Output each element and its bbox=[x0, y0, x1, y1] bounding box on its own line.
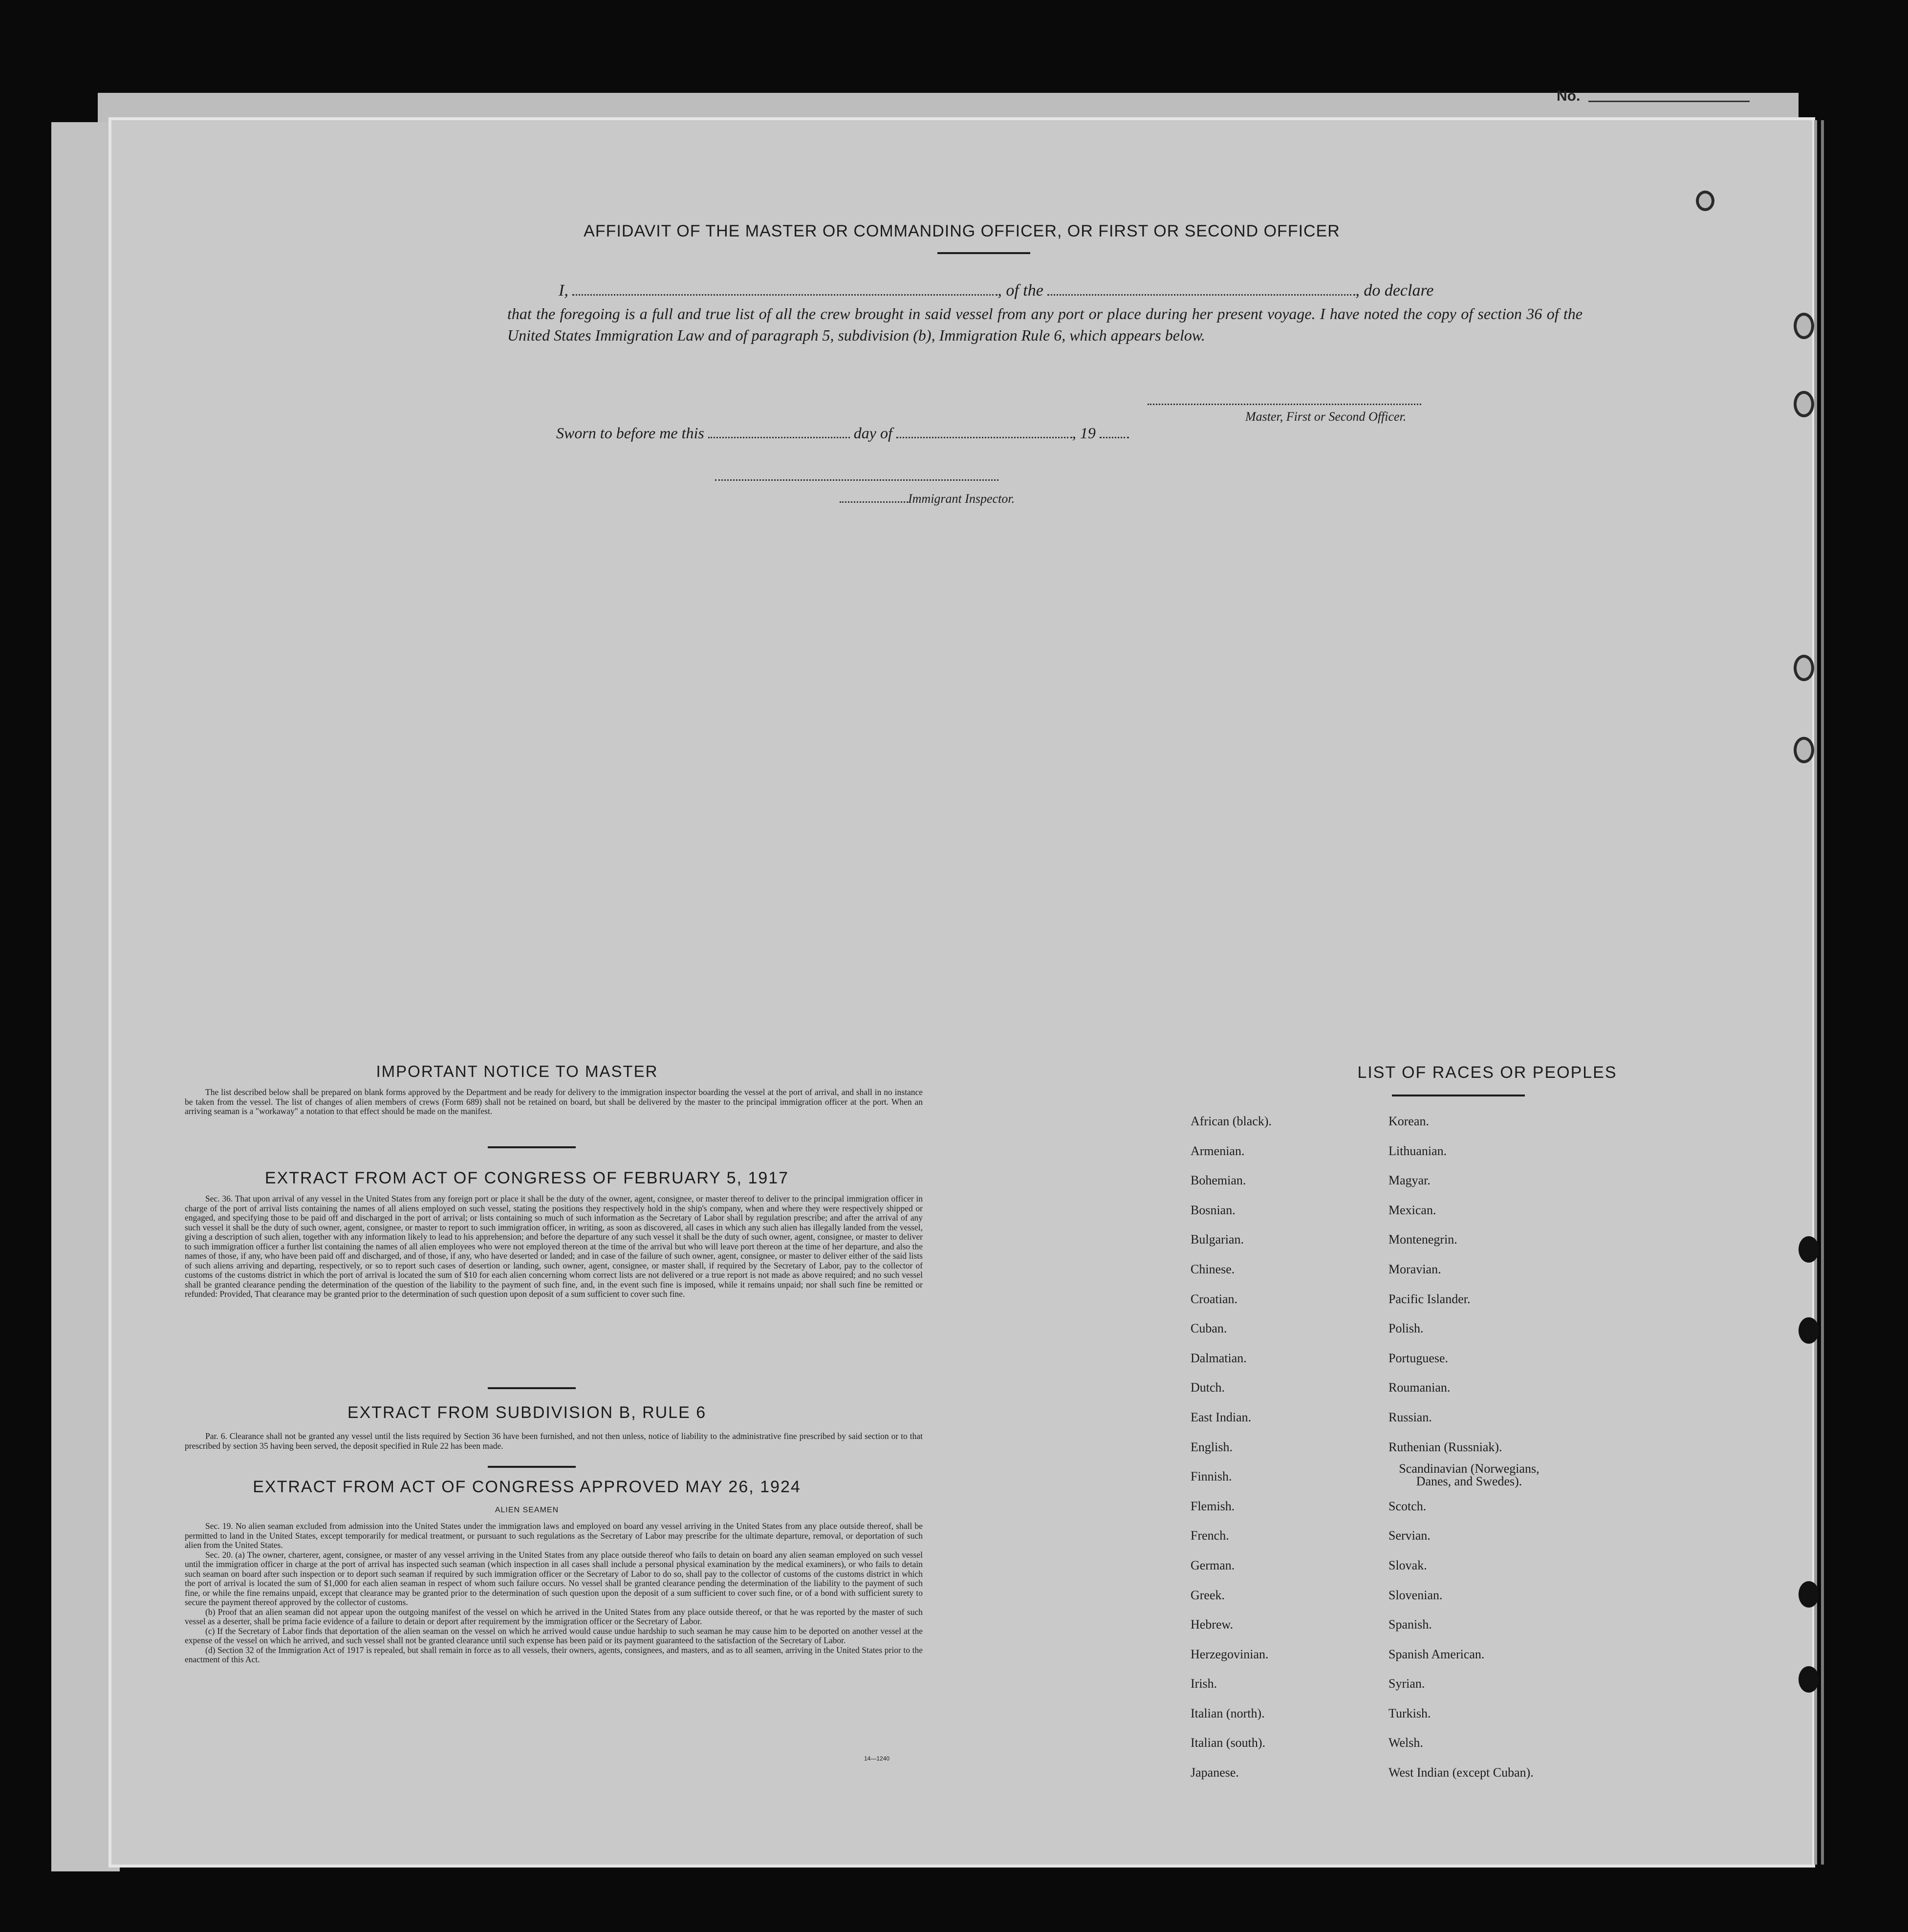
race-row bbox=[1191, 1647, 1550, 1677]
inspector-dots bbox=[840, 501, 908, 503]
underlying-page-strip bbox=[98, 93, 1799, 122]
binder-hole-1 bbox=[1794, 313, 1814, 339]
race-row bbox=[1191, 1114, 1550, 1144]
race-right-item: Ruthenian (Russniak). bbox=[1388, 1439, 1502, 1454]
races-title-rule bbox=[1392, 1095, 1525, 1096]
race-row bbox=[1191, 1173, 1550, 1203]
race-row bbox=[1191, 1232, 1550, 1262]
vessel-field[interactable] bbox=[1047, 294, 1355, 296]
sworn-year-field[interactable] bbox=[1100, 437, 1129, 438]
race-row bbox=[1191, 1321, 1550, 1351]
race-right-item: Lithuanian. bbox=[1388, 1143, 1447, 1158]
form-sheet bbox=[111, 120, 1812, 1865]
name-field[interactable] bbox=[572, 294, 997, 296]
inspector-signature-line[interactable] bbox=[715, 479, 998, 481]
extract-1924-sec20d: (d) Section 32 of the Immigration Act of 1917 is repealed, but shall remain in force as to all vessels, their owners, agents, consignees, and masters, and as to all seamen, arriving in the United States prior to the enactment of this Act. bbox=[185, 1645, 923, 1664]
race-left-item: Hebrew. bbox=[1191, 1617, 1234, 1632]
race-right-item: Korean. bbox=[1388, 1114, 1430, 1128]
race-right-item: Scandinavian (Norwegians, Danes, and Swedes). bbox=[1399, 1461, 1539, 1489]
underlying-page-left bbox=[51, 122, 120, 1871]
binder-hole-5 bbox=[1799, 1236, 1819, 1263]
binder-hole-4 bbox=[1794, 737, 1814, 763]
extract-1924-sec20b: (b) Proof that an alien seaman did not appear upon the outgoing manifest of the vessel on which he arrived in the United States from any place outside thereof, or that he was reported by the master of such vessel as a deserter, shall be prima facie evidence of a failure to detain or deport after requirement by the immigration officer or the Secretary of Labor. bbox=[185, 1607, 923, 1626]
affidavit-i: I, bbox=[559, 281, 568, 300]
race-row bbox=[1191, 1351, 1550, 1381]
subdivision-b-text: Par. 6. Clearance shall not be granted any vessel until the lists required by Section 36 have been furnished, and not then unless, notice of liability to the administrative fine prescribed by said section or to that prescribed by section 35 having been served, the deposit specified in Rule 22 has been made. bbox=[185, 1431, 923, 1451]
extract-1924-text bbox=[185, 1522, 923, 1665]
race-row bbox=[1191, 1528, 1550, 1558]
affidavit-title: AFFIDAVIT OF THE MASTER OR COMMANDING OFFICER, OR FIRST OR SECOND OFFICER bbox=[584, 222, 1340, 240]
extract-1924-sec19: Sec. 19. No alien seaman excluded from admission into the United States under the immigration laws and employed on board any vessel arriving in the United States from any place outside thereof, shall be permitted to land in the United States, except temporarily for medical treatment, or pursuant to such regulations as the Secretary of Labor may prescribe for the ultimate departure, removal, or deportation of such alien from the United States. bbox=[185, 1521, 923, 1550]
race-left-item: Bulgarian. bbox=[1191, 1232, 1244, 1247]
race-left-item: Japanese. bbox=[1191, 1765, 1239, 1780]
sworn-prefix: Sworn to before me this bbox=[556, 424, 704, 442]
race-right-item: West Indian (except Cuban). bbox=[1388, 1765, 1534, 1780]
race-row bbox=[1191, 1736, 1550, 1765]
notice-rule bbox=[488, 1146, 576, 1148]
race-row bbox=[1191, 1461, 1550, 1499]
binder-hole-8 bbox=[1799, 1666, 1819, 1693]
extract-1917-title: EXTRACT FROM ACT OF CONGRESS OF FEBRUARY 5, 1917 bbox=[264, 1169, 789, 1187]
binder-hole-7 bbox=[1799, 1581, 1819, 1608]
race-left-item: Armenian. bbox=[1191, 1143, 1245, 1158]
race-right-item: Montenegrin. bbox=[1388, 1232, 1457, 1247]
race-row bbox=[1191, 1617, 1550, 1647]
extract-1924-title: EXTRACT FROM ACT OF CONGRESS APPROVED MAY 26, 1924 bbox=[253, 1478, 801, 1496]
top-ring-hole bbox=[1696, 191, 1714, 211]
race-right-item: Spanish American. bbox=[1388, 1647, 1485, 1661]
race-left-item: Bosnian. bbox=[1191, 1202, 1236, 1217]
race-left-item: Dalmatian. bbox=[1191, 1351, 1247, 1365]
race-right-item: Russian. bbox=[1388, 1410, 1432, 1424]
binder-hole-6 bbox=[1799, 1317, 1819, 1344]
race-right-item: Polish. bbox=[1388, 1321, 1424, 1336]
race-row bbox=[1191, 1558, 1550, 1588]
subdivision-b-title: EXTRACT FROM SUBDIVISION B, RULE 6 bbox=[347, 1403, 707, 1422]
race-right-item: Scotch. bbox=[1388, 1499, 1427, 1513]
affidavit-of-the: , of the bbox=[997, 281, 1043, 300]
notice-title: IMPORTANT NOTICE TO MASTER bbox=[376, 1062, 658, 1080]
race-right-item: Turkish. bbox=[1388, 1706, 1431, 1720]
affidavit-title-rule bbox=[937, 252, 1030, 254]
race-right-item: Servian. bbox=[1388, 1528, 1431, 1543]
affidavit-declare: , do declare bbox=[1355, 281, 1434, 300]
race-left-item: Irish. bbox=[1191, 1676, 1217, 1691]
sworn-year: , 19 bbox=[1072, 424, 1096, 442]
race-left-item: English. bbox=[1191, 1439, 1233, 1454]
race-left-item: Flemish. bbox=[1191, 1499, 1235, 1513]
race-right-item: Mexican. bbox=[1388, 1202, 1436, 1217]
race-left-item: Finnish. bbox=[1191, 1469, 1232, 1484]
race-left-item: Italian (south). bbox=[1191, 1736, 1266, 1750]
race-left-item: African (black). bbox=[1191, 1114, 1272, 1128]
subdivision-b-rule bbox=[488, 1466, 576, 1468]
master-signature-label: Master, First or Second Officer. bbox=[1245, 409, 1407, 424]
race-left-item: Dutch. bbox=[1191, 1380, 1225, 1395]
race-row bbox=[1191, 1706, 1550, 1736]
extract-1924-subtitle: ALIEN SEAMEN bbox=[495, 1506, 559, 1514]
race-right-item: Pacific Islander. bbox=[1388, 1291, 1471, 1306]
sworn-line bbox=[556, 424, 1129, 442]
sworn-month-field[interactable] bbox=[896, 437, 1072, 438]
race-row bbox=[1191, 1203, 1550, 1233]
race-left-item: Herzegovinian. bbox=[1191, 1647, 1269, 1661]
race-left-item: Croatian. bbox=[1191, 1291, 1238, 1306]
race-right-item: Magyar. bbox=[1388, 1173, 1431, 1188]
race-right-item: Slovenian. bbox=[1388, 1588, 1443, 1602]
race-right-item: Portuguese. bbox=[1388, 1351, 1449, 1365]
no-underline bbox=[1588, 101, 1750, 102]
race-left-item: Italian (north). bbox=[1191, 1706, 1265, 1720]
race-row bbox=[1191, 1499, 1550, 1529]
affidavit-line1 bbox=[559, 281, 1434, 300]
race-right-item: Moravian. bbox=[1388, 1262, 1441, 1276]
inspector-label: Immigrant Inspector. bbox=[908, 492, 1015, 506]
race-row bbox=[1191, 1144, 1550, 1174]
extract-1917-text: Sec. 36. That upon arrival of any vessel in the United States from any foreign port or place it shall be the duty of the owner, agent, consignee, or master thereof to deliver to the principal immigration officer in charge of the port of arrival lists containing the names of all aliens employed on such vessel, stating the positions they respectively hold in the ship's company, when and where they were respectively shipped or engaged, and specifying those to be paid off and discharged in the port of arrival; or lists containing so much of such information as the Secretary of Labor shall by regulation prescribe; and after the arrival of any such vessel it shall be the duty of such owner, agent, consignee, or master to report to such immigration officer, in writing, as soon as discovered, all cases in which any such alien has illegally landed from the vessel, giving a description of such alien, together with any information likely to lead to his apprehension; and before the departure of any such vessel it shall be the duty of such owner, agent, consignee, or master to deliver to such immigration officer a further list containing the names of all alien employees who were not employed thereon at the time of the arrival but who will leave port thereon at the time of her departure, and also the names of those, if any, who have been paid off and discharged, and of those, if any, who have deserted or landed; and in case of the failure of such owner, agent, consignee, or master to deliver either of the said lists of such aliens arriving and departing, respectively, or so to report such cases of desertion or landing, such owner, agent, consignee, or master shall, if required by the Secretary of Labor, pay to the collector of customs of the customs district in which the port of arrival is located the sum of $10 for each alien concerning whom correct lists are not delivered or a true report is not made as above required; and no such vessel shall be granted clearance pending the determination of the question of the liability to the payment of such fine, and, in the event such fine is imposed, while it remains unpaid; nor shall such fine be remitted or refunded: Provided, That clearance may be granted prior to the determination of such question upon deposit of a sum sufficient to cover such fine. bbox=[185, 1194, 923, 1299]
races-title: LIST OF RACES OR PEOPLES bbox=[1357, 1063, 1617, 1082]
race-left-item: Bohemian. bbox=[1191, 1173, 1246, 1188]
race-right-item: Spanish. bbox=[1388, 1617, 1432, 1632]
race-row bbox=[1191, 1676, 1550, 1706]
race-left-item: German. bbox=[1191, 1558, 1235, 1572]
race-row bbox=[1191, 1262, 1550, 1292]
form-number: 14—1240 bbox=[864, 1755, 890, 1762]
notice-text: The list described below shall be prepared on blank forms approved by the Department and be ready for delivery to the immigration inspector boarding the vessel at the port of arrival, and shall in no instance be taken from the vessel. The list of changes of alien members of crews (Form 689) shall not be retained on board, but shall be delivered by the master to the principal immigration officer at the port. When an arriving seaman is a "workaway" a notation to that effect should be made on the manifest. bbox=[185, 1087, 923, 1116]
race-left-item: Cuban. bbox=[1191, 1321, 1227, 1336]
race-left-item: Chinese. bbox=[1191, 1262, 1235, 1276]
binder-hole-3 bbox=[1794, 655, 1814, 681]
race-row bbox=[1191, 1292, 1550, 1322]
extract-1924-sec20c: (c) If the Secretary of Labor finds that deportation of the alien seaman on the vessel on which he arrived would cause undue hardship to such seaman he may cause him to be deported on another vessel at the expense of the vessel on which he arrived, and such vessel shall not be granted clearance until such expense has been paid or its payment guaranteed to the satisfaction of the Secretary of Labor. bbox=[185, 1626, 923, 1645]
race-right-item: Slovak. bbox=[1388, 1558, 1427, 1572]
race-left-item: French. bbox=[1191, 1528, 1229, 1543]
race-row bbox=[1191, 1765, 1550, 1795]
race-right-item: Syrian. bbox=[1388, 1676, 1425, 1691]
races-list bbox=[1191, 1114, 1550, 1795]
race-row bbox=[1191, 1380, 1550, 1410]
binder-hole-2 bbox=[1794, 391, 1814, 417]
race-right-item: Welsh. bbox=[1388, 1736, 1423, 1750]
inspector-label-line bbox=[840, 492, 1015, 506]
sworn-day-field[interactable] bbox=[708, 437, 850, 438]
no-label: No. bbox=[1557, 88, 1581, 104]
affidavit-body: that the foregoing is a full and true list of all the crew brought in said vessel from any port or place during her present voyage. I have noted the copy of section 36 of the United States Immigration Law and of paragraph 5, subdivision (b), Immigration Rule 6, which appears below. bbox=[507, 305, 1583, 344]
race-row bbox=[1191, 1410, 1550, 1440]
race-left-item: Greek. bbox=[1191, 1588, 1225, 1602]
sheet-edge-right-2 bbox=[1821, 120, 1824, 1865]
race-right-item: Roumanian. bbox=[1388, 1380, 1451, 1395]
sworn-day-of: day of bbox=[853, 424, 892, 442]
race-left-item: East Indian. bbox=[1191, 1410, 1252, 1424]
race-row bbox=[1191, 1588, 1550, 1618]
extract-1924-sec20a: Sec. 20. (a) The owner, charterer, agent, consignee, or master of any vessel arriving in the United States from any place outside thereof who fails to detain on board any alien seaman employed on such vessel until the immigration officer in charge at the port of arrival has inspected such seaman (which inspection in all cases shall include a personal physical examination by the medical examiners), or who fails to detain such seaman on board after such inspection or to deport such seaman if required by such immigration officer or the Secretary of Labor to do so, shall pay to the collector of customs of the customs district in which the port of arrival is located the sum of $1,000 for each alien seaman in respect of whom such failure occurs. No vessel shall be granted clearance pending the determination of the liability to the payment of such fine, or while the fine remains unpaid, except that clearance may be granted prior to the determination of such question upon the deposit of a sum sufficient to cover such fine, or of a bond with sufficient surety to secure the payment thereof approved by the collector of customs. bbox=[185, 1549, 923, 1607]
master-signature-line[interactable] bbox=[1148, 404, 1421, 405]
extract-1917-rule bbox=[488, 1387, 576, 1389]
